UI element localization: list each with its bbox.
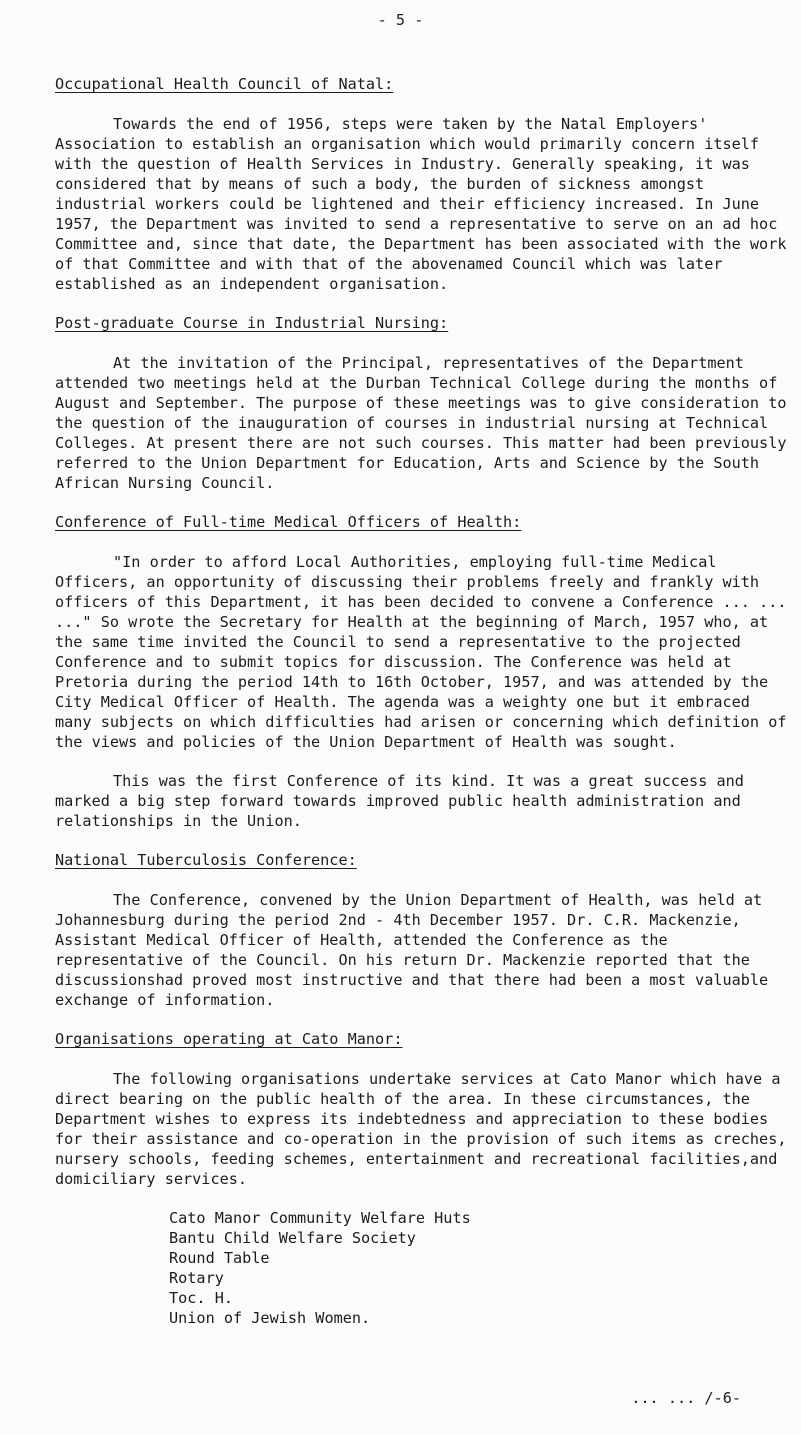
- list-item: Union of Jewish Women.: [169, 1309, 371, 1327]
- section-heading: National Tuberculosis Conference:: [55, 851, 357, 869]
- continuation-marker: ... ... /-6-: [631, 1389, 741, 1407]
- organisation-list: [169, 1208, 790, 1328]
- paragraph: Towards the end of 1956, steps were taken by the Natal Employers' Association to establish an organisation which would primarily concern itself with the question of Health Services in Industry. Generally speaking, it was considered that by means of such a body, the burden of sickness amongst industrial workers could be lightened and their efficiency increased. In June 1957, the Department was invited to send a representative to serve on an ad hoc Committee and, since that date, the Department has been associated with the work of that Committee and with that of the abovenamed Council which was later established as an independent organisation.: [55, 115, 787, 293]
- section-conference-mohs: [55, 512, 790, 831]
- paragraph: "In order to afford Local Authorities, employing full-time Medical Officers, an opportunity of discussing their problems freely and frankly with officers of this Department, it has been decided to convene a Conference ... ... ..." So wrote the Secretary for Health at the beginning of March, 1957 who, at the same time invited the Council to send a representative to the projected Conference and to submit topics for discussion. The Conference was held at Pretoria during the period 14th to 16th October, 1957, and was attended by the City Medical Officer of Health. The agenda was a weighty one but it embraced many subjects on which difficulties had arisen or concerning which definition of the views and policies of the Union Department of Health was sought.: [55, 553, 787, 751]
- section-heading: Post-graduate Course in Industrial Nursing:: [55, 314, 449, 332]
- list-item: Toc. H.: [169, 1289, 234, 1307]
- section-tuberculosis-conference: [55, 850, 790, 1010]
- list-item: Cato Manor Community Welfare Huts: [169, 1209, 471, 1227]
- page-body: [55, 74, 790, 1328]
- section-occupational-health: [55, 74, 790, 294]
- section-heading: Conference of Full-time Medical Officers of Health:: [55, 513, 522, 531]
- paragraph: The following organisations undertake services at Cato Manor which have a direct bearing on the public health of the area. In these circumstances, the Department wishes to express its indebtedness and appreciation to these bodies for their assistance and co-operation in the provision of such items as creches, nursery schools, feeding schemes, entertainment and recreational facilities,and domiciliary services.: [55, 1070, 787, 1188]
- section-postgraduate-course: [55, 313, 790, 493]
- list-item: Round Table: [169, 1249, 270, 1267]
- paragraph: This was the first Conference of its kind. It was a great success and marked a big step forward towards improved public health administration and relationships in the Union.: [55, 772, 744, 830]
- paragraph: At the invitation of the Principal, representatives of the Department attended two meetings held at the Durban Technical College during the months of August and September. The purpose of these meetings was to give consideration to the question of the inauguration of courses in industrial nursing at Technical Colleges. At present there are not such courses. This matter had been previously referred to the Union Department for Education, Arts and Science by the South African Nursing Council.: [55, 354, 787, 492]
- section-cato-manor: [55, 1029, 790, 1328]
- section-heading: Occupational Health Council of Natal:: [55, 75, 394, 93]
- list-item: Rotary: [169, 1269, 224, 1287]
- section-heading: Organisations operating at Cato Manor:: [55, 1030, 403, 1048]
- page-number: - 5 -: [377, 11, 424, 29]
- paragraph: The Conference, convened by the Union Department of Health, was held at Johannesburg during the period 2nd - 4th December 1957. Dr. C.R. Mackenzie, Assistant Medical Officer of Health, attended the Conference as the representative of the Council. On his return Dr. Mackenzie reported that the discussionshad proved most instructive and that there had been a most valuable exchange of information.: [55, 891, 769, 1009]
- list-item: Bantu Child Welfare Society: [169, 1229, 416, 1247]
